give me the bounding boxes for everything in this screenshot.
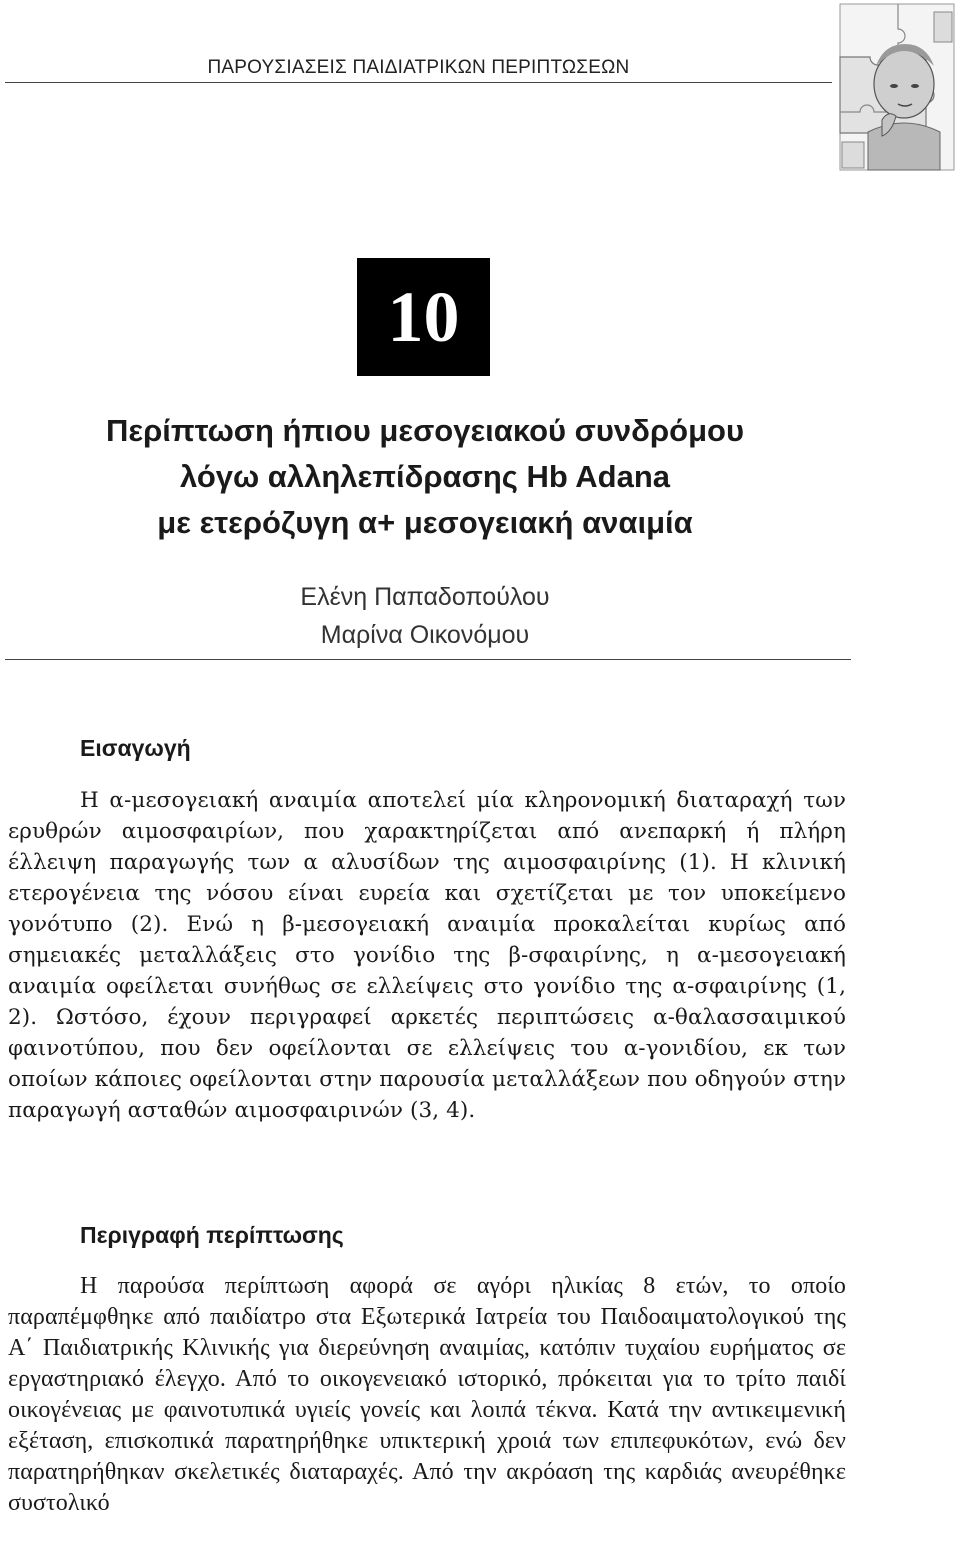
author-list — [0, 578, 850, 654]
title-line-3: με ετερόζυγη α+ μεσογειακή αναιμία — [157, 505, 693, 540]
author-name: Μαρίνα Οικονόμου — [320, 621, 530, 649]
section-heading-intro: Εισαγωγή — [80, 735, 191, 761]
author-name: Ελένη Παπαδοπούλου — [300, 583, 550, 611]
chapter-number-box — [357, 258, 490, 376]
chapter-number: 10 — [387, 276, 460, 357]
title-line-2: λόγω αλληλεπίδρασης Hb Adana — [179, 459, 671, 494]
section-heading-case: Περιγραφή περίπτωσης — [80, 1222, 344, 1248]
article-title — [0, 408, 850, 546]
title-line-1: Περίπτωση ήπιου μεσογειακού συνδρόμου — [105, 413, 745, 448]
child-puzzle-illustration — [838, 2, 956, 172]
case-paragraph: Η παρούσα περίπτωση αφορά σε αγόρι ηλικίας 8 ετών, το οποίο παραπέμφθηκε από παιδίατρο στα Εξωτερικά Ιατρεία του Παιδοαιματολογικού της Α΄ Παιδιατρικής Κλινικής για διερεύνηση αναιμίας, κατόπιν τυχαίου ευρήματος σε εργαστηριακό έλεγχο. Από το οικογενειακό ιστορικό, πρόκειται για το τρίτο παιδί οικογένειας με φαινοτυπικά υγιείς γονείς και λοιπά τέκνα. Κατά την αντικειμενική εξέταση, επισκοπικά παρατηρήθηκε υπικτερική χροιά των επιπεφυκότων, ενώ δεν παρατηρήθηκαν σκελετικές διαταραχές. Από την ακρόαση της καρδιάς ανευρέθηκε συστολικό — [8, 1273, 846, 1516]
running-header: ΠΑΡΟΥΣΙΑΣΕΙΣ ΠΑΙΔΙΑΤΡΙΚΩΝ ΠΕΡΙΠΤΩΣΕΩΝ — [207, 57, 630, 78]
authors-divider — [5, 659, 851, 660]
intro-paragraph: Η α-μεσογειακή αναιμία αποτελεί μία κληρονομική διαταραχή των ερυθρών αιμοσφαιρίων, που χαρακτηρίζεται από ανεπαρκή ή πλήρη έλλειψη παραγωγής των α αλυσίδων της αιμοσφαιρίνης (1). Η κλινική ετερογένεια της νόσου είναι ευρεία και σχετίζεται με τον υποκείμενο γονότυπο (2). Ενώ η β-μεσογειακή αναιμία προκαλείται κυρίως από σημειακές μεταλλάξεις στο γονίδιο της β-σφαιρίνης, η α-μεσογειακή αναιμία οφείλεται συνήθως σε ελλείψεις στο γονίδιο της α-σφαιρίνης (1, 2). Ωστόσο, έχουν περιγραφεί αρκετές περιπτώσεις α-θαλασσαιμικού φαινοτύπου, που δεν οφείλονται σε ελλείψεις του α-γονιδίου, εκ των οποίων κάποιες οφείλονται στην παρουσία μεταλλάξεων που οδηγούν στην παραγωγή ασταθών αιμοσφαιρινών (3, 4). — [8, 788, 846, 1123]
header-divider — [5, 82, 832, 83]
